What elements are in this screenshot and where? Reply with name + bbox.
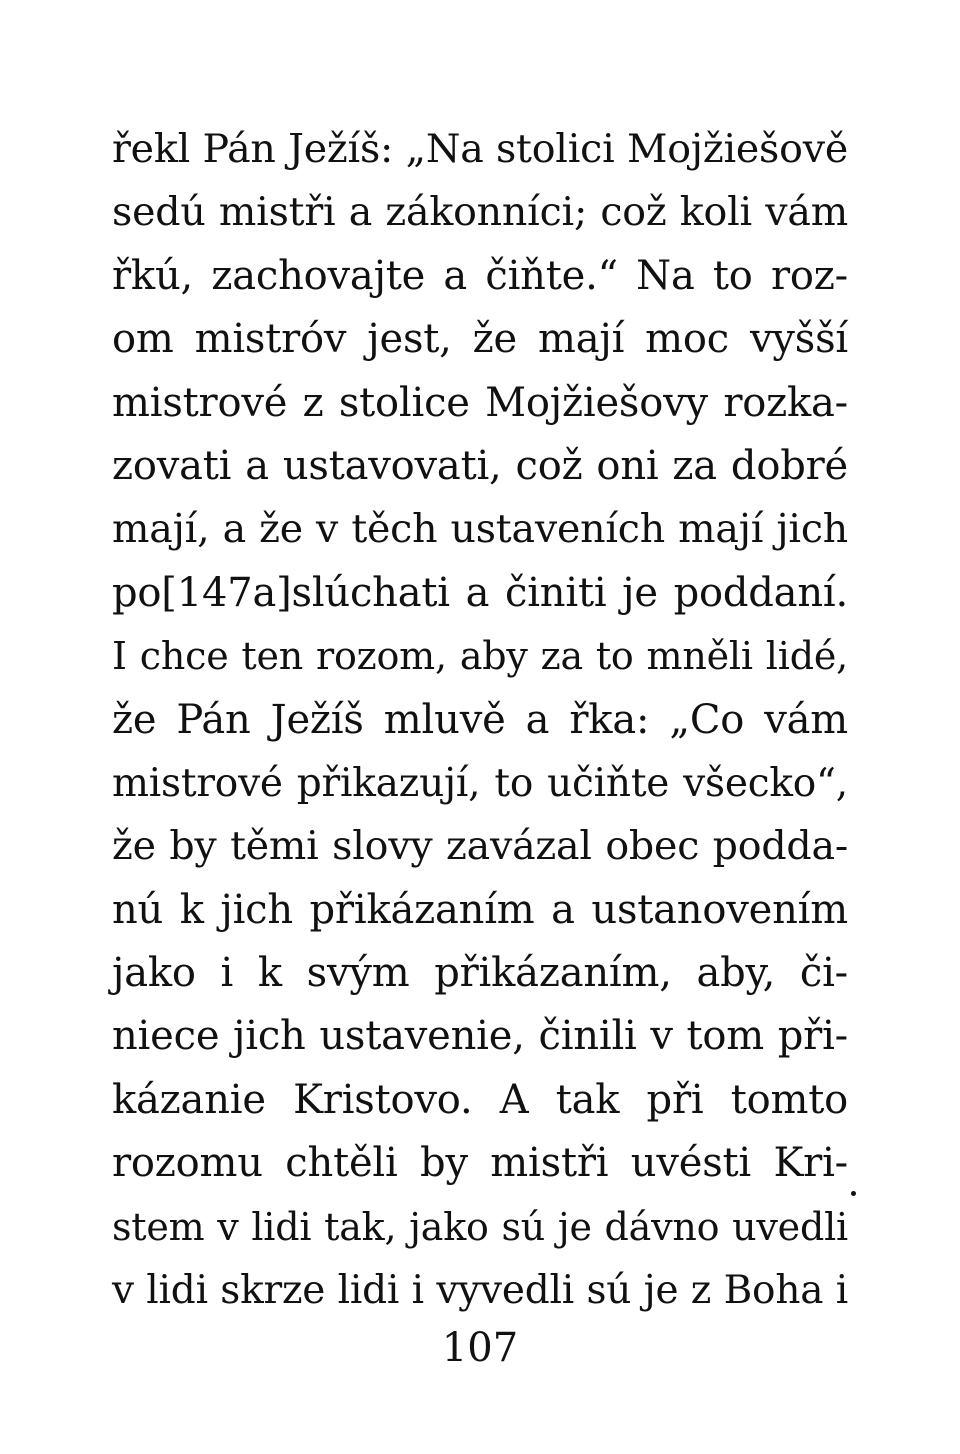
text-line: v lidi skrze lidi i vyvedli sú je z Boha i bbox=[112, 1268, 848, 1314]
text-line: řkú, zachovajte a čiňte.“ Na to roz- bbox=[112, 252, 848, 299]
text-line: stem v lidi tak, jako sú je dávno uvedli bbox=[112, 1204, 848, 1249]
text-line: nú k jich přikázaním a ustanovením bbox=[112, 886, 848, 933]
page-number: 107 bbox=[441, 1325, 519, 1371]
text-line: že by těmi slovy zavázal obec podda- bbox=[112, 823, 848, 870]
margin-dot-mark bbox=[851, 1191, 856, 1196]
text-line: zovati a ustavovati, což oni za dobré bbox=[112, 442, 848, 489]
text-line: rozomu chtěli by mistři uvésti Kri- bbox=[112, 1140, 848, 1187]
text-line: řekl Pán Ježíš: „Na stolici Mojžiešově bbox=[112, 126, 848, 172]
text-line: kázanie Kristovo. A tak při tomto bbox=[112, 1076, 848, 1123]
text-line: že Pán Ježíš mluvě a řka: „Co vám bbox=[112, 696, 848, 743]
text-line: I chce ten rozom, aby za to mněli lidé, bbox=[112, 634, 848, 679]
text-line: niece jich ustavenie, činili v tom při- bbox=[112, 1013, 848, 1060]
text-line: sedú mistři a zákonníci; což koli vám bbox=[112, 189, 848, 236]
body-text bbox=[112, 118, 848, 1322]
text-line: mistrové přikazují, to učiňte všecko“, bbox=[112, 760, 848, 806]
text-line: om mistróv jest, že mají moc vyšší bbox=[112, 316, 848, 363]
text-line: jako i k svým přikázaním, aby, či- bbox=[112, 950, 848, 997]
text-line: mistrové z stolice Mojžiešovy rozka- bbox=[112, 379, 848, 426]
text-line: mají, a že v těch ustaveních mají jich bbox=[112, 506, 848, 553]
text-line: po[147a]slúchati a činiti je poddaní. bbox=[112, 569, 848, 616]
